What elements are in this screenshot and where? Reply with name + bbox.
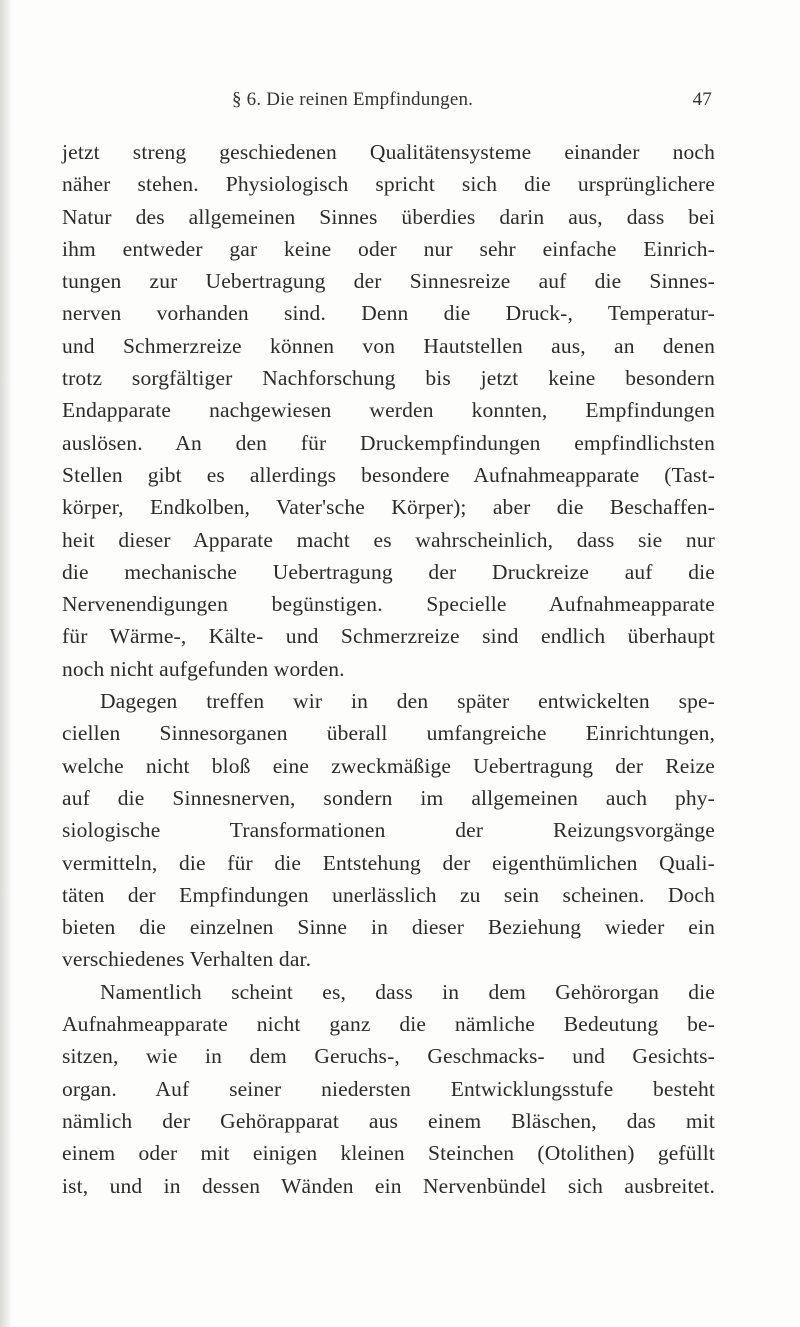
- text-line: Endapparate nachgewiesen werden konnten, Empfindungen: [62, 398, 715, 423]
- text-line: täten der Empfindungen unerlässlich zu sein scheinen. Doch: [62, 882, 715, 907]
- text-line: trotz sorgfältiger Nachforschung bis jetzt keine besondern: [62, 366, 715, 391]
- text-line: Natur des allgemeinen Sinnes überdies darin aus, dass bei: [62, 204, 715, 229]
- text-line: ist, und in dessen Wänden ein Nervenbündel sich ausbreitet.: [62, 1173, 715, 1198]
- text-line: einem oder mit einigen kleinen Steinchen (Otolithen) gefüllt: [62, 1141, 715, 1166]
- text-line: heit dieser Apparate macht es wahrscheinlich, dass sie nur: [62, 527, 715, 552]
- text-line: Nervenendigungen begünstigen. Specielle Aufnahmeapparate: [62, 592, 715, 617]
- text-line: vermitteln, die für die Entstehung der eigenthümlichen Quali-: [62, 850, 715, 875]
- text-line: für Wärme-, Kälte- und Schmerzreize sind endlich überhaupt: [62, 624, 715, 649]
- text-line: organ. Auf seiner niedersten Entwicklungsstufe besteht: [62, 1076, 715, 1101]
- text-line: welche nicht bloß eine zweckmäßige Uebertragung der Reize: [62, 753, 715, 778]
- running-header: [232, 89, 712, 119]
- running-header-title: § 6. Die reinen Empfindungen.: [232, 89, 474, 110]
- body-text: [62, 136, 715, 1202]
- text-line: auf die Sinnesnerven, sondern im allgemeinen auch phy-: [62, 785, 715, 810]
- text-line: die mechanische Uebertragung der Druckreize auf die: [62, 559, 715, 584]
- text-line: jetzt streng geschiedenen Qualitätensysteme einander noch: [62, 140, 715, 164]
- text-line: ihm entweder gar keine oder nur sehr einfache Einrich-: [62, 236, 715, 261]
- page-number: 47: [692, 89, 712, 110]
- text-line: sitzen, wie in dem Geruchs-, Geschmacks- und Gesichts-: [62, 1044, 715, 1069]
- text-line: nämlich der Gehörapparat aus einem Bläschen, das mit: [62, 1108, 715, 1133]
- paragraph-start-line: Dagegen treffen wir in den später entwickelten spe-: [100, 689, 715, 714]
- text-line: bieten die einzelnen Sinne in dieser Beziehung wieder ein: [62, 915, 715, 940]
- text-line: und Schmerzreize können von Hautstellen aus, an denen: [62, 333, 715, 358]
- text-line: nerven vorhanden sind. Denn die Druck-, Temperatur-: [62, 301, 715, 326]
- text-line: ciellen Sinnesorganen überall umfangreiche Einrichtungen,: [62, 721, 715, 746]
- paragraph-end-line: verschiedenes Verhalten dar.: [62, 947, 312, 972]
- text-line: näher stehen. Physiologisch spricht sich die ursprünglichere: [62, 172, 715, 197]
- text-line: siologische Transformationen der Reizungsvorgänge: [62, 818, 715, 843]
- paragraph-start-line: Namentlich scheint es, dass in dem Gehörorgan die: [100, 979, 715, 1004]
- text-line: auslösen. An den für Druckempfindungen empfindlichsten: [62, 430, 715, 455]
- text-line: Aufnahmeapparate nicht ganz die nämliche Bedeutung be-: [62, 1012, 715, 1037]
- text-line: tungen zur Uebertragung der Sinnesreize auf die Sinnes-: [62, 269, 715, 294]
- page-spine-shadow: [0, 0, 12, 1327]
- paragraph-end-line: noch nicht aufgefunden worden.: [62, 656, 345, 681]
- text-line: körper, Endkolben, Vater'sche Körper); aber die Beschaffen-: [62, 495, 715, 520]
- text-line: Stellen gibt es allerdings besondere Aufnahmeapparate (Tast-: [62, 462, 715, 487]
